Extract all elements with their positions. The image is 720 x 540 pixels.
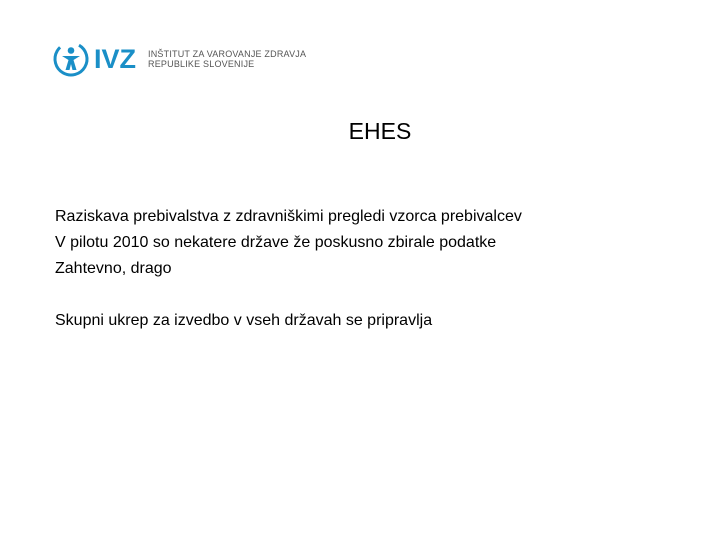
logo-name-line-1: INŠTITUT ZA VAROVANJE ZDRAVJA [148,49,307,59]
slide-body [55,204,675,334]
body-line: V pilotu 2010 so nekatere države že poskusno zbirale podatke [55,234,497,251]
logo-institute-name [148,49,306,69]
logo-name-line-2: REPUBLIKE SLOVENIJE [148,59,255,69]
slide-title: EHES [348,118,412,144]
logo-abbreviation: IVZ [94,44,137,74]
body-line: Zahtevno, drago [55,260,172,277]
body-line: Skupni ukrep za izvedbo v vseh državah se pripravlja [55,312,433,329]
ivz-logo [52,40,306,78]
person-in-circle-icon [52,40,90,78]
body-line: Raziskava prebivalstva z zdravniškimi pregledi vzorca prebivalcev [55,208,522,225]
